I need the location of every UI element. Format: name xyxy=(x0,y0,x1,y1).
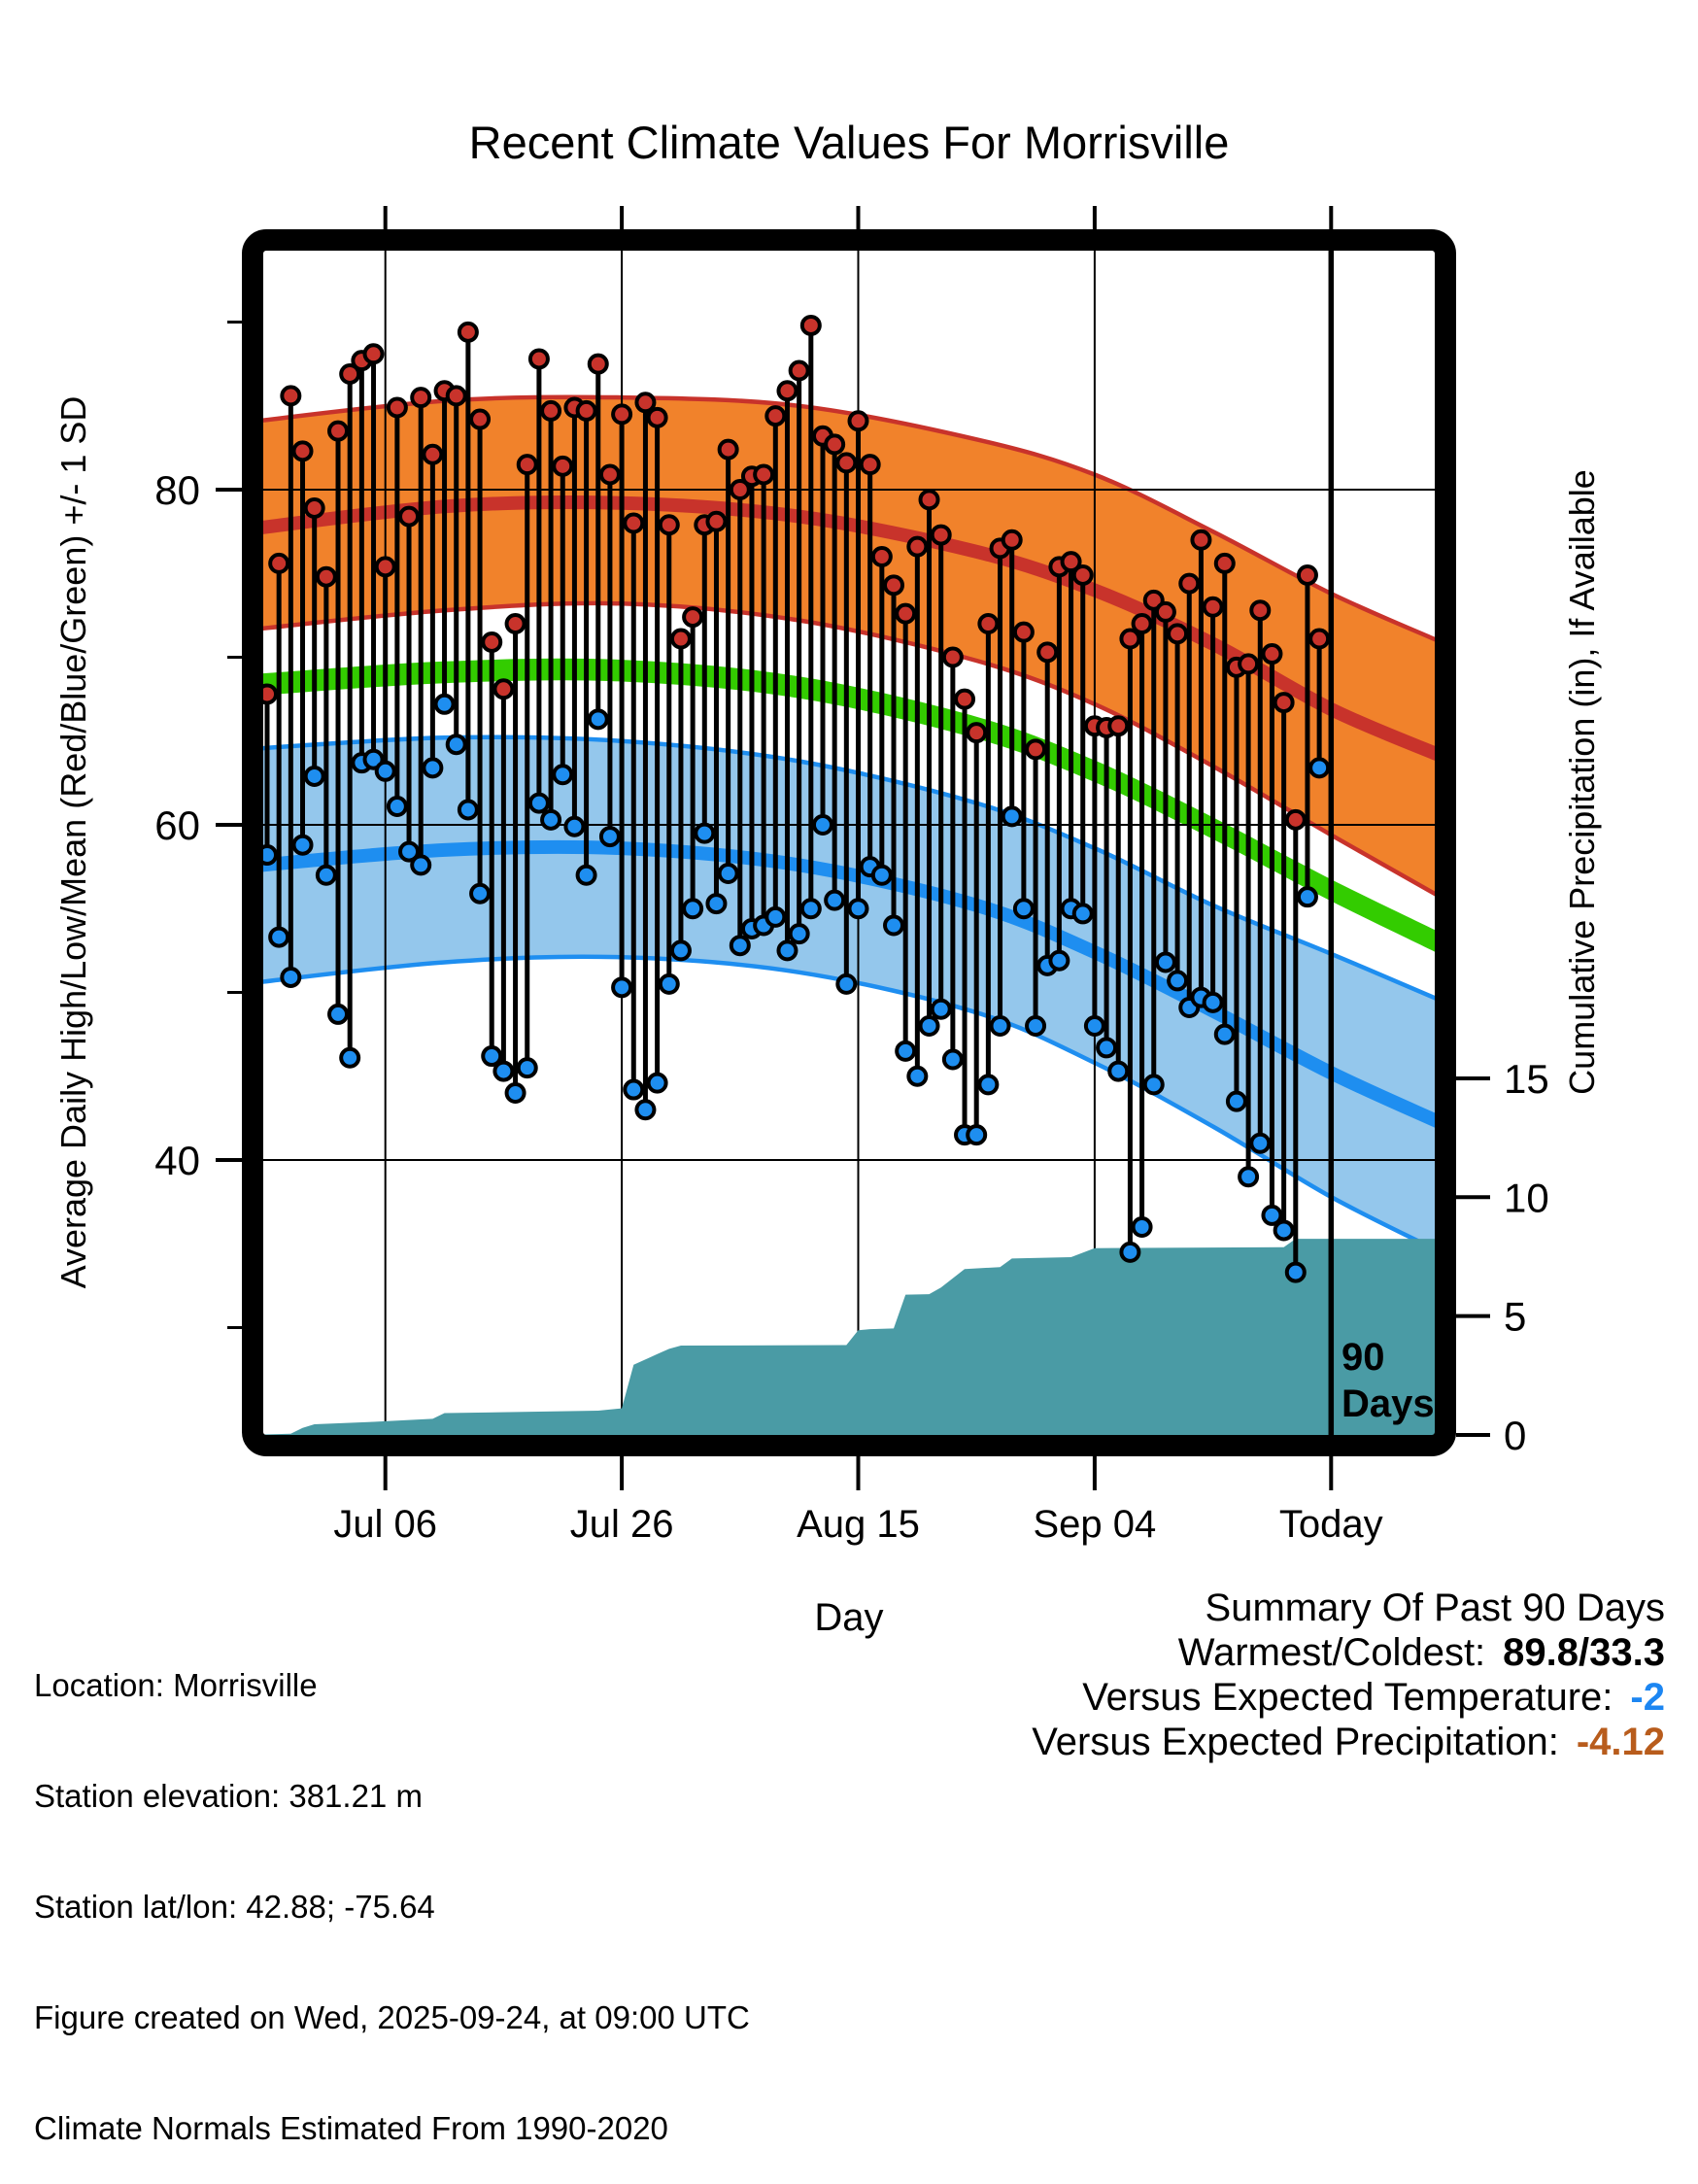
station-elevation: Station elevation: 381.21 m xyxy=(34,1778,423,1814)
daily-high-dot xyxy=(1027,740,1044,758)
daily-low-dot xyxy=(1310,759,1328,776)
daily-low-dot xyxy=(341,1049,358,1067)
daily-low-dot xyxy=(672,941,690,959)
daily-high-dot xyxy=(542,402,560,420)
daily-low-dot xyxy=(377,763,394,780)
daily-low-dot xyxy=(1216,1026,1234,1043)
daily-low-dot xyxy=(448,735,465,753)
daily-low-dot xyxy=(601,828,619,845)
figure-created: Figure created on Wed, 2025-09-24, at 09:00 UTC xyxy=(34,1999,750,2035)
daily-low-dot xyxy=(494,1063,512,1080)
daily-low-dot xyxy=(530,795,548,812)
daily-high-dot xyxy=(471,411,489,428)
daily-low-dot xyxy=(1169,972,1186,989)
daily-high-dot xyxy=(979,615,997,632)
daily-high-dot xyxy=(1275,694,1293,711)
chart-title: Recent Climate Values For Morrisville xyxy=(468,117,1230,168)
daily-low-dot xyxy=(554,766,571,783)
daily-low-dot xyxy=(979,1075,997,1093)
daily-high-dot xyxy=(720,441,737,459)
daily-low-dot xyxy=(318,867,335,884)
summary-vs-temperature xyxy=(1032,1675,1665,1720)
daily-low-dot xyxy=(294,836,312,854)
daily-high-dot xyxy=(1240,655,1257,672)
daily-low-dot xyxy=(542,811,560,829)
daily-low-dot xyxy=(1134,1218,1151,1236)
ninety-days-annotation-line2: Days xyxy=(1341,1382,1435,1425)
daily-low-dot xyxy=(389,798,406,815)
daily-high-dot xyxy=(649,409,666,427)
cumulative-precip-area xyxy=(244,1239,1438,1435)
daily-low-dot xyxy=(282,969,299,986)
daily-high-dot xyxy=(862,456,879,473)
daily-high-dot xyxy=(766,407,784,425)
daily-high-dot xyxy=(661,516,678,533)
daily-low-dot xyxy=(944,1051,962,1069)
daily-low-dot xyxy=(1240,1168,1257,1185)
daily-high-dot xyxy=(1169,625,1186,642)
daily-low-dot xyxy=(921,1017,938,1035)
daily-low-dot xyxy=(613,978,630,996)
daily-high-dot xyxy=(448,387,465,404)
daily-high-dot xyxy=(601,465,619,483)
daily-low-dot xyxy=(565,818,583,836)
daily-high-dot xyxy=(1109,717,1127,734)
precip-tick-label: 5 xyxy=(1504,1293,1527,1340)
left-axis-label: Average Daily High/Low/Mean (Red/Blue/Green) +/- 1 SD xyxy=(53,395,93,1289)
station-location: Location: Morrisville xyxy=(34,1667,318,1703)
daily-low-dot xyxy=(590,710,607,728)
daily-low-dot xyxy=(1015,900,1033,917)
daily-high-dot xyxy=(802,317,820,334)
daily-low-dot xyxy=(270,929,288,946)
daily-low-dot xyxy=(908,1068,926,1085)
daily-low-dot xyxy=(684,900,701,917)
daily-high-dot xyxy=(1216,555,1234,572)
x-axis-label: Day xyxy=(814,1596,884,1639)
daily-high-dot xyxy=(578,402,595,420)
daily-high-dot xyxy=(1038,643,1056,661)
daily-low-dot xyxy=(778,941,796,959)
daily-high-dot xyxy=(424,446,441,463)
daily-low-dot xyxy=(720,865,737,882)
daily-low-dot xyxy=(897,1042,914,1060)
daily-high-dot xyxy=(282,387,299,404)
daily-low-dot xyxy=(1299,888,1316,905)
x-tick-label: Sep 04 xyxy=(1033,1503,1157,1546)
daily-high-dot xyxy=(1003,531,1021,549)
daily-high-dot xyxy=(507,615,525,632)
daily-high-dot xyxy=(1015,624,1033,641)
right-axis-label: Cumulative Precipitation (in), If Available xyxy=(1562,469,1602,1095)
daily-high-dot xyxy=(294,442,312,460)
daily-high-dot xyxy=(459,324,477,341)
daily-low-dot xyxy=(731,937,749,954)
x-tick-label: Aug 15 xyxy=(797,1503,920,1546)
summary-warmest-coldest xyxy=(1032,1630,1665,1675)
daily-low-dot xyxy=(1121,1244,1138,1261)
daily-high-dot xyxy=(850,412,867,429)
summary-vs-temperature-label: Versus Expected Temperature: xyxy=(1082,1676,1613,1719)
daily-high-dot xyxy=(1205,598,1222,616)
daily-low-dot xyxy=(649,1075,666,1092)
station-info-block xyxy=(34,1593,750,2184)
daily-high-dot xyxy=(494,680,512,698)
daily-low-dot xyxy=(1027,1017,1044,1035)
ninety-days-annotation-line1: 90 xyxy=(1341,1336,1385,1379)
daily-low-dot xyxy=(459,801,477,818)
daily-low-dot xyxy=(1109,1063,1127,1080)
x-tick-label: Jul 06 xyxy=(333,1503,438,1546)
daily-high-dot xyxy=(944,649,962,666)
daily-high-dot xyxy=(1192,531,1209,549)
daily-high-dot xyxy=(921,491,938,508)
summary-vs-precipitation-label: Versus Expected Precipitation: xyxy=(1032,1721,1559,1763)
daily-high-dot xyxy=(1251,601,1269,619)
station-latlon: Station lat/lon: 42.88; -75.64 xyxy=(34,1889,435,1925)
daily-low-dot xyxy=(471,885,489,903)
x-tick-label: Jul 26 xyxy=(569,1503,674,1546)
daily-low-dot xyxy=(519,1059,536,1076)
daily-low-dot xyxy=(1157,953,1174,971)
daily-high-dot xyxy=(885,576,902,594)
summary-vs-temperature-value: -2 xyxy=(1630,1676,1665,1719)
summary-vs-precipitation xyxy=(1032,1720,1665,1764)
daily-low-dot xyxy=(1074,904,1092,922)
daily-high-dot xyxy=(318,568,335,586)
daily-low-dot xyxy=(329,1006,347,1023)
daily-low-dot xyxy=(1050,952,1068,970)
precip-tick-label: 10 xyxy=(1504,1175,1549,1221)
x-tick-label: Today xyxy=(1278,1503,1383,1546)
daily-high-dot xyxy=(554,458,571,475)
daily-high-dot xyxy=(933,527,950,544)
daily-high-dot xyxy=(1157,603,1174,621)
daily-low-dot xyxy=(1003,807,1021,825)
daily-low-dot xyxy=(826,892,843,909)
temp-tick-label: 60 xyxy=(154,802,200,848)
daily-high-dot xyxy=(897,605,914,623)
daily-low-dot xyxy=(1228,1093,1245,1110)
daily-low-dot xyxy=(1287,1264,1305,1281)
daily-low-dot xyxy=(814,816,832,834)
daily-high-dot xyxy=(400,508,418,526)
summary-warmest-coldest-value: 89.8/33.3 xyxy=(1503,1631,1665,1674)
daily-high-dot xyxy=(968,724,985,741)
daily-high-dot xyxy=(1263,645,1280,663)
daily-low-dot xyxy=(436,696,454,713)
daily-high-dot xyxy=(329,423,347,440)
daily-high-dot xyxy=(672,631,690,648)
daily-high-dot xyxy=(625,515,642,532)
daily-low-dot xyxy=(578,867,595,884)
daily-high-dot xyxy=(684,608,701,626)
daily-low-dot xyxy=(791,925,808,942)
daily-low-dot xyxy=(1098,1039,1115,1056)
daily-low-dot xyxy=(306,768,323,785)
daily-high-dot xyxy=(613,405,630,423)
daily-low-dot xyxy=(696,825,713,842)
summary-vs-precipitation-value: -4.12 xyxy=(1576,1721,1665,1763)
daily-low-dot xyxy=(850,900,867,917)
daily-high-dot xyxy=(791,362,808,380)
temp-tick-label: 40 xyxy=(154,1138,200,1183)
daily-low-dot xyxy=(625,1081,642,1099)
summary-warmest-coldest-label: Warmest/Coldest: xyxy=(1177,1631,1486,1674)
daily-low-dot xyxy=(1275,1221,1293,1239)
daily-high-dot xyxy=(483,633,500,651)
daily-high-dot xyxy=(1287,811,1305,829)
daily-high-dot xyxy=(873,548,891,565)
daily-low-dot xyxy=(837,975,855,993)
daily-low-dot xyxy=(885,917,902,935)
temp-tick-label: 80 xyxy=(154,467,200,513)
daily-high-dot xyxy=(389,398,406,416)
daily-low-dot xyxy=(766,908,784,926)
cumulative-precip-fill xyxy=(244,1239,1438,1435)
daily-high-dot xyxy=(826,435,843,453)
daily-high-dot xyxy=(377,558,394,575)
daily-high-dot xyxy=(1180,575,1198,593)
daily-low-dot xyxy=(412,856,429,873)
daily-high-dot xyxy=(837,454,855,471)
daily-low-dot xyxy=(873,867,891,884)
daily-high-dot xyxy=(1074,566,1092,584)
daily-low-dot xyxy=(661,975,678,993)
daily-low-dot xyxy=(802,900,820,917)
daily-low-dot xyxy=(992,1017,1009,1035)
precip-tick-label: 0 xyxy=(1504,1413,1527,1458)
precip-tick-label: 15 xyxy=(1504,1055,1549,1102)
daily-low-dot xyxy=(1145,1075,1163,1093)
daily-high-dot xyxy=(707,513,725,530)
summary-block xyxy=(1032,1586,1665,1764)
daily-high-dot xyxy=(956,691,973,708)
daily-high-dot xyxy=(1134,615,1151,632)
climate-normals-note: Climate Normals Estimated From 1990-2020 xyxy=(34,2110,668,2146)
daily-high-dot xyxy=(306,499,323,517)
daily-high-dot xyxy=(755,465,772,483)
daily-low-dot xyxy=(1086,1017,1104,1035)
daily-high-dot xyxy=(1310,631,1328,648)
daily-low-dot xyxy=(1205,994,1222,1011)
daily-high-dot xyxy=(1299,566,1316,584)
summary-header: Summary Of Past 90 Days xyxy=(1205,1587,1665,1629)
daily-high-dot xyxy=(519,456,536,473)
daily-high-dot xyxy=(270,555,288,572)
daily-high-dot xyxy=(412,389,429,406)
daily-low-dot xyxy=(507,1084,525,1102)
daily-low-dot xyxy=(636,1101,654,1118)
daily-high-dot xyxy=(530,350,548,367)
daily-low-dot xyxy=(968,1126,985,1143)
daily-low-dot xyxy=(424,759,441,776)
daily-low-dot xyxy=(933,1001,950,1018)
daily-high-dot xyxy=(590,356,607,373)
daily-high-dot xyxy=(778,382,796,399)
daily-low-dot xyxy=(707,895,725,912)
daily-high-dot xyxy=(365,345,383,362)
daily-low-dot xyxy=(1251,1135,1269,1152)
daily-high-dot xyxy=(908,538,926,556)
